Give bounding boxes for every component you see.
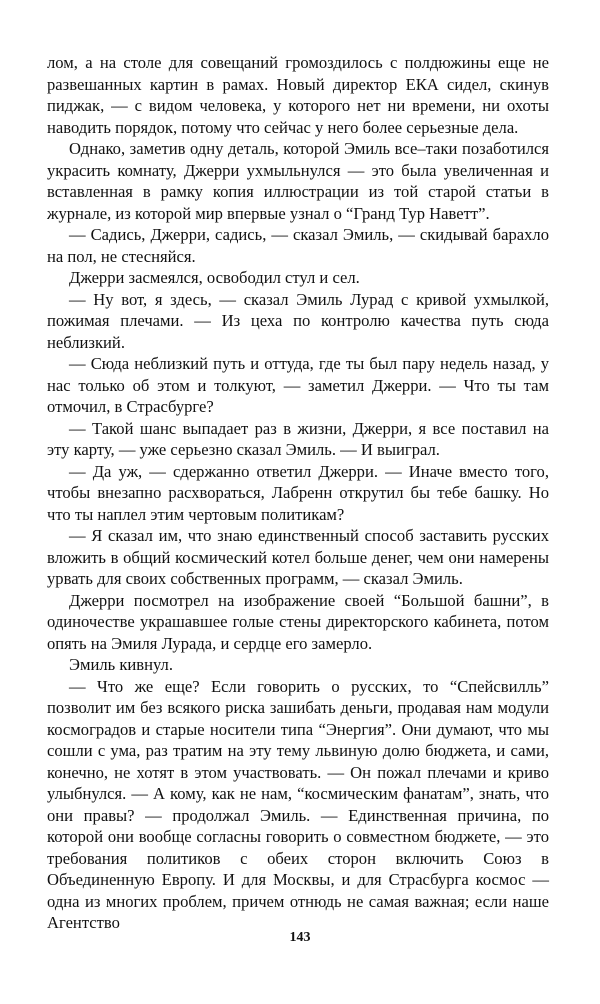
paragraph-4: Джерри засмеялся, освободил стул и сел.: [69, 268, 360, 287]
paragraph-8: — Да уж, — сдержанно ответил Джерри. — Иначе вместо того, чтобы внезапно расхвораться, Лабренн открутил бы тебе башку. Но что ты наплел этим чертовым политикам?: [47, 461, 549, 524]
paragraph-12: — Что же еще? Если говорить о русских, то “Спейсвилль” позволит им без всякого риска зашибать деньги, продавая нам модули космоградов и старые носители типа “Энергия”. Они думают, что мы сошли с ума, раз тратим на эту тему львиную долю бюджета, и сами, конечно, не хотят в этом участвовать. — Он пожал плечами и криво улыбнулся. — А кому, как не нам, “космическим фанатам”, знать, что они правы? — продолжал Эмиль. — Единственная причина, по которой они вообще согласны говорить о совместном бюджете, — это требования политиков с обеих сторон включить Союз в Объединенную Европу. И для Москвы, и для Страсбурга космос — одна из многих проблем, причем отнюдь не самая важная; если наше Агентство: [47, 676, 549, 932]
paragraph-3: — Садись, Джерри, садись, — сказал Эмиль, — скидывай барахло на пол, не стесняйся.: [47, 225, 549, 266]
paragraph-2: Однако, заметив одну деталь, которой Эмиль все–таки позаботился украсить комнату, Джерри ухмыльнулся — это была увеличенная и вставленная в рамку копия иллюстрации из той старой статьи в журнале, из которой мир впервые узнал о “Гранд Тур Наветт”.: [47, 139, 549, 223]
paragraph-6: — Сюда неблизкий путь и оттуда, где ты был пару недель назад, у нас только об этом и толкуют, — заметил Джерри. — Что ты там отмочил, в Страсбурге?: [47, 354, 549, 416]
paragraph-5: — Ну вот, я здесь, — сказал Эмиль Лурад с кривой ухмылкой, пожимая плечами. — Из цеха по контролю качества путь сюда неблизкий.: [47, 289, 549, 352]
page-number: 143: [289, 930, 311, 945]
body-text: [47, 52, 549, 934]
paragraph-11: Эмиль кивнул.: [69, 655, 173, 674]
paragraph-10: Джерри посмотрел на изображение своей “Большой башни”, в одиночестве украшавшее голые стены директорского кабинета, потом опять на Эмиля Лурада, и сердце его замерло.: [47, 590, 549, 653]
paragraph-7: — Такой шанс выпадает раз в жизни, Джерри, я все поставил на эту карту, — уже серьезно сказал Эмиль. — И выиграл.: [47, 418, 549, 459]
paragraph-9: — Я сказал им, что знаю единственный способ заставить русских вложить в общий космический котел больше денег, чем они намерены урвать для своих собственных программ, — сказал Эмиль.: [47, 526, 549, 588]
paragraph-1: лом, а на столе для совещаний громоздилось с полдюжины еще не развешанных картин в рамах. Новый директор ЕКА сидел, скинув пиджак, — с видом человека, у которого нет ни времени, ни охоты наводить порядок, потому что сейчас у него более серьезные дела.: [47, 53, 549, 137]
